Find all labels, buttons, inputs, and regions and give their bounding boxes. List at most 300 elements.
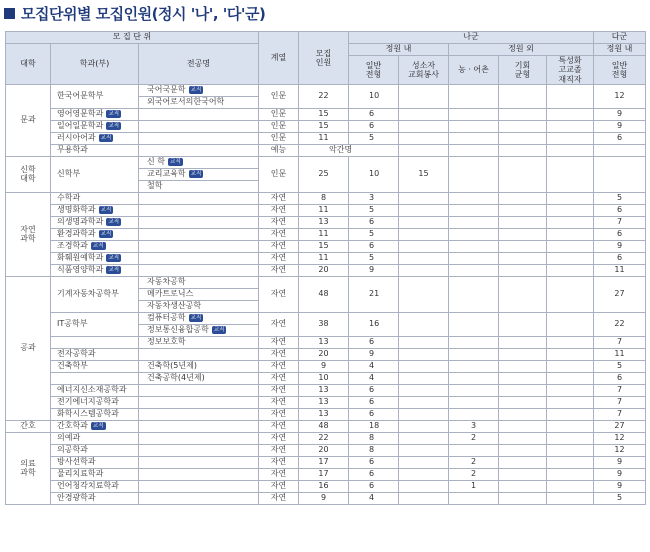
- quota-cell: 15: [299, 121, 349, 133]
- nongeo-cell: [449, 133, 499, 145]
- seongso-cell: [399, 277, 449, 313]
- teukseong-cell: [547, 445, 594, 457]
- nongeo-cell: [449, 145, 499, 157]
- table-row: [6, 349, 646, 361]
- major-cell: [139, 445, 259, 457]
- dept-cell: [51, 253, 139, 265]
- da-ilban-cell: 7: [594, 337, 646, 349]
- dept-name: 의공학과: [57, 445, 88, 455]
- track-cell: 인문: [259, 85, 299, 109]
- table-row: [6, 433, 646, 445]
- da-ilban-cell: 9: [594, 121, 646, 133]
- dept-cell: [51, 109, 139, 121]
- seongso-cell: [399, 445, 449, 457]
- dept-cell: [51, 433, 139, 445]
- teukseong-cell: [547, 457, 594, 469]
- table-body: [6, 85, 646, 505]
- da-ilban-cell: 27: [594, 277, 646, 313]
- quota-table: [5, 31, 646, 505]
- major-cell: [139, 181, 259, 193]
- table-row: [6, 481, 646, 493]
- seongso-cell: [399, 145, 449, 157]
- header-track: 계열: [259, 32, 299, 85]
- major-cell: [139, 361, 259, 373]
- teukseong-cell: [547, 253, 594, 265]
- dept-name: 건축학부: [57, 361, 88, 371]
- table-row: [6, 469, 646, 481]
- ilban-cell: 8: [349, 433, 399, 445]
- track-cell: 인문: [259, 121, 299, 133]
- college-cell: 문과: [6, 85, 51, 157]
- nongeo-cell: [449, 445, 499, 457]
- major-cell: [139, 169, 259, 181]
- major-cell: [139, 301, 259, 313]
- table-row: [6, 313, 646, 325]
- dept-name: 전기에너지공학과: [57, 397, 119, 407]
- quota-cell: 20: [299, 445, 349, 457]
- track-cell: 자연: [259, 229, 299, 241]
- major-cell: [139, 469, 259, 481]
- dept-name: 영어영문학과: [57, 109, 104, 119]
- dept-name: 언어청각치료학과: [57, 481, 119, 491]
- major-name: 국어국문학: [147, 85, 186, 95]
- ilban-cell: 6: [349, 121, 399, 133]
- da-ilban-cell: 9: [594, 469, 646, 481]
- seongso-cell: [399, 109, 449, 121]
- table-row: [6, 397, 646, 409]
- nongeo-cell: [449, 109, 499, 121]
- teaching-cert-badge: 교직: [100, 135, 112, 142]
- gihoe-cell: [499, 337, 547, 349]
- ilban-cell: 4: [349, 493, 399, 505]
- nongeo-cell: [449, 397, 499, 409]
- da-ilban-cell: 7: [594, 397, 646, 409]
- quota-cell: 17: [299, 469, 349, 481]
- ilban-cell: 10: [349, 85, 399, 109]
- nongeo-cell: 1: [449, 481, 499, 493]
- quota-cell: 13: [299, 385, 349, 397]
- major-name: 메카트로닉스: [147, 289, 194, 299]
- dept-name: 수학과: [57, 193, 81, 203]
- da-ilban-cell: 22: [594, 313, 646, 337]
- track-cell: 자연: [259, 373, 299, 385]
- table-row: [6, 193, 646, 205]
- table-row: [6, 493, 646, 505]
- teaching-cert-badge: 교직: [92, 243, 104, 250]
- nongeo-cell: [449, 253, 499, 265]
- table-row: [6, 229, 646, 241]
- college-cell: 신학 대학: [6, 157, 51, 193]
- major-cell: [139, 133, 259, 145]
- major-cell: [139, 277, 259, 289]
- major-name: 정보통신융합공학: [147, 325, 209, 335]
- square-bullet-icon: [4, 8, 15, 19]
- dept-name: 조경학과: [57, 241, 88, 251]
- seongso-cell: [399, 85, 449, 109]
- dept-name: 러시아어과: [57, 133, 96, 143]
- college-cell: 공과: [6, 277, 51, 421]
- major-cell: [139, 409, 259, 421]
- nongeo-cell: [449, 85, 499, 109]
- dept-cell: [51, 457, 139, 469]
- major-cell: [139, 157, 259, 169]
- track-cell: 자연: [259, 313, 299, 337]
- track-cell: 자연: [259, 469, 299, 481]
- track-cell: 자연: [259, 193, 299, 205]
- major-cell: [139, 421, 259, 433]
- dept-cell: [51, 121, 139, 133]
- table-row: [6, 337, 646, 349]
- header-jungwon-nae: 정원 내: [349, 44, 449, 56]
- gihoe-cell: [499, 313, 547, 337]
- dept-cell: [51, 277, 139, 313]
- ilban-cell: 3: [349, 193, 399, 205]
- teaching-cert-badge: 교직: [213, 327, 225, 334]
- teukseong-cell: [547, 469, 594, 481]
- table-row: [6, 373, 646, 385]
- dept-name: 물리치료학과: [57, 469, 104, 479]
- major-cell: [139, 337, 259, 349]
- gihoe-cell: [499, 361, 547, 373]
- da-ilban-cell: 12: [594, 85, 646, 109]
- track-cell: 자연: [259, 277, 299, 313]
- major-cell: [139, 109, 259, 121]
- teaching-cert-badge: 교직: [190, 87, 202, 94]
- track-cell: 자연: [259, 205, 299, 217]
- ilban-cell: 6: [349, 241, 399, 253]
- header-teukseong: 특성화 고교졸 재직자: [547, 56, 594, 85]
- ilban-cell: 5: [349, 229, 399, 241]
- college-cell: 의료 과학: [6, 433, 51, 505]
- teaching-cert-badge: 교직: [190, 315, 202, 322]
- da-ilban-cell: 12: [594, 445, 646, 457]
- college-cell: 자연 과학: [6, 193, 51, 277]
- table-row: [6, 121, 646, 133]
- ilban-cell: 10: [349, 157, 399, 193]
- dept-name: 한국어문학부: [57, 91, 104, 101]
- quota-cell: 38: [299, 313, 349, 337]
- table-row: [6, 409, 646, 421]
- header-college: 대학: [6, 44, 51, 85]
- table-header: [6, 32, 646, 85]
- dept-cell: [51, 229, 139, 241]
- seongso-cell: [399, 241, 449, 253]
- dept-name: 안경광학과: [57, 493, 96, 503]
- teukseong-cell: [547, 385, 594, 397]
- header-unit: 모 집 단 위: [6, 32, 259, 44]
- track-cell: 자연: [259, 361, 299, 373]
- quota-cell: 13: [299, 217, 349, 229]
- track-cell: 인문: [259, 109, 299, 121]
- major-name: 신 학: [147, 157, 165, 167]
- ilban-cell: 6: [349, 481, 399, 493]
- nongeo-cell: [449, 229, 499, 241]
- header-nongeo: 농 · 어촌: [449, 56, 499, 85]
- seongso-cell: [399, 313, 449, 337]
- ilban-cell: 6: [349, 397, 399, 409]
- ilban-cell: 6: [349, 457, 399, 469]
- gihoe-cell: [499, 109, 547, 121]
- da-ilban-cell: 9: [594, 457, 646, 469]
- da-ilban-cell: 6: [594, 373, 646, 385]
- gihoe-cell: [499, 397, 547, 409]
- quota-cell: 15: [299, 109, 349, 121]
- track-cell: 인문: [259, 133, 299, 145]
- da-ilban-cell: 9: [594, 109, 646, 121]
- gihoe-cell: [499, 241, 547, 253]
- nongeo-cell: [449, 385, 499, 397]
- dept-name: 의생명과학과: [57, 217, 104, 227]
- nongeo-cell: [449, 277, 499, 313]
- quota-cell: 13: [299, 397, 349, 409]
- nongeo-cell: [449, 241, 499, 253]
- ilban-cell: 6: [349, 385, 399, 397]
- gihoe-cell: [499, 493, 547, 505]
- gihoe-cell: [499, 265, 547, 277]
- da-ilban-cell: 9: [594, 481, 646, 493]
- track-cell: 자연: [259, 445, 299, 457]
- ilban-cell: 6: [349, 409, 399, 421]
- da-ilban-cell: 6: [594, 205, 646, 217]
- teukseong-cell: [547, 145, 594, 157]
- nongeo-cell: [449, 193, 499, 205]
- gihoe-cell: [499, 193, 547, 205]
- track-cell: 자연: [259, 457, 299, 469]
- header-da-gun: 다군: [594, 32, 646, 44]
- major-cell: [139, 205, 259, 217]
- track-cell: 자연: [259, 253, 299, 265]
- track-cell: 인문: [259, 157, 299, 193]
- major-cell: [139, 229, 259, 241]
- table-row: [6, 277, 646, 289]
- seongso-cell: [399, 493, 449, 505]
- dept-name: 방사선학과: [57, 457, 96, 467]
- dept-name: 기계자동차공학부: [57, 289, 119, 299]
- nongeo-cell: [449, 121, 499, 133]
- quota-cell: 15: [299, 241, 349, 253]
- da-ilban-cell: 5: [594, 193, 646, 205]
- quota-cell: 20: [299, 265, 349, 277]
- track-cell: 자연: [259, 421, 299, 433]
- teukseong-cell: [547, 133, 594, 145]
- dept-cell: [51, 313, 139, 337]
- table-row: [6, 241, 646, 253]
- dept-name: IT공학부: [57, 319, 88, 329]
- major-cell: [139, 85, 259, 97]
- teukseong-cell: [547, 397, 594, 409]
- quota-cell: 48: [299, 277, 349, 313]
- major-cell: [139, 349, 259, 361]
- major-name: 컴퓨터공학: [147, 313, 186, 323]
- teukseong-cell: [547, 493, 594, 505]
- header-jungwon-woe: 정원 외: [449, 44, 594, 56]
- dept-name: 전자공학과: [57, 349, 96, 359]
- track-cell: 자연: [259, 397, 299, 409]
- major-cell: [139, 217, 259, 229]
- table-row: [6, 205, 646, 217]
- teaching-cert-badge: 교직: [108, 111, 120, 118]
- teukseong-cell: [547, 265, 594, 277]
- track-cell: 자연: [259, 409, 299, 421]
- teukseong-cell: [547, 229, 594, 241]
- dept-cell: [51, 133, 139, 145]
- major-name: 정보보호학: [147, 337, 186, 347]
- track-cell: 예능: [259, 145, 299, 157]
- ilban-cell: 6: [349, 337, 399, 349]
- da-ilban-cell: 27: [594, 421, 646, 433]
- seongso-cell: [399, 349, 449, 361]
- teukseong-cell: [547, 241, 594, 253]
- da-ilban-cell: 6: [594, 133, 646, 145]
- nongeo-cell: [449, 409, 499, 421]
- teaching-cert-badge: 교직: [100, 207, 112, 214]
- major-cell: [139, 373, 259, 385]
- quota-cell: 11: [299, 253, 349, 265]
- major-cell: [139, 265, 259, 277]
- major-name: 외국어로서의한국어학: [147, 97, 225, 107]
- teukseong-cell: [547, 373, 594, 385]
- gihoe-cell: [499, 229, 547, 241]
- gihoe-cell: [499, 349, 547, 361]
- quota-cell: 20: [299, 349, 349, 361]
- teaching-cert-badge: 교직: [108, 255, 120, 262]
- table-row: [6, 85, 646, 97]
- seongso-cell: [399, 373, 449, 385]
- major-cell: [139, 253, 259, 265]
- dept-cell: [51, 445, 139, 457]
- gihoe-cell: [499, 85, 547, 109]
- teukseong-cell: [547, 421, 594, 433]
- nongeo-cell: [449, 361, 499, 373]
- dept-cell: [51, 145, 139, 157]
- teukseong-cell: [547, 109, 594, 121]
- gihoe-cell: [499, 157, 547, 193]
- da-ilban-cell: [594, 145, 646, 157]
- seongso-cell: [399, 421, 449, 433]
- header-da-jungwon-nae: 정원 내: [594, 44, 646, 56]
- dept-cell: [51, 469, 139, 481]
- note-cell: 악간명: [299, 145, 399, 157]
- dept-cell: [51, 349, 139, 361]
- gihoe-cell: [499, 217, 547, 229]
- dept-name: 환경과학과: [57, 229, 96, 239]
- ilban-cell: 18: [349, 421, 399, 433]
- college-cell: 간호: [6, 421, 51, 433]
- seongso-cell: [399, 385, 449, 397]
- da-ilban-cell: 6: [594, 253, 646, 265]
- major-cell: [139, 457, 259, 469]
- da-ilban-cell: 11: [594, 265, 646, 277]
- teukseong-cell: [547, 361, 594, 373]
- seongso-cell: [399, 265, 449, 277]
- da-ilban-cell: 12: [594, 433, 646, 445]
- header-na-gun: 나군: [349, 32, 594, 44]
- ilban-cell: 5: [349, 253, 399, 265]
- header-gihoe: 기회 균형: [499, 56, 547, 85]
- gihoe-cell: [499, 481, 547, 493]
- ilban-cell: 5: [349, 133, 399, 145]
- table-row: [6, 253, 646, 265]
- gihoe-cell: [499, 385, 547, 397]
- teukseong-cell: [547, 349, 594, 361]
- dept-cell: [51, 373, 139, 385]
- gihoe-cell: [499, 277, 547, 313]
- quota-cell: 11: [299, 205, 349, 217]
- page-title-text: 모집단위별 모집인원(정시 '나', '다'군): [21, 4, 266, 23]
- table-row: [6, 385, 646, 397]
- dept-cell: [51, 265, 139, 277]
- da-ilban-cell: 7: [594, 385, 646, 397]
- teaching-cert-badge: 교직: [100, 231, 112, 238]
- track-cell: 자연: [259, 385, 299, 397]
- teaching-cert-badge: 교직: [190, 171, 202, 178]
- dept-name: 일어일문학과: [57, 121, 104, 131]
- seongso-cell: [399, 133, 449, 145]
- track-cell: 자연: [259, 337, 299, 349]
- major-cell: [139, 97, 259, 109]
- dept-cell: [51, 421, 139, 433]
- gihoe-cell: [499, 445, 547, 457]
- header-major: 전공명: [139, 44, 259, 85]
- quota-cell: 8: [299, 193, 349, 205]
- table-row: [6, 361, 646, 373]
- ilban-cell: 6: [349, 469, 399, 481]
- ilban-cell: 8: [349, 445, 399, 457]
- dept-name: 화학시스템공학과: [57, 409, 119, 419]
- header-ilban: 일반 전형: [349, 56, 399, 85]
- teukseong-cell: [547, 481, 594, 493]
- gihoe-cell: [499, 457, 547, 469]
- da-ilban-cell: [594, 157, 646, 193]
- dept-name: 무용학과: [57, 145, 88, 155]
- nongeo-cell: [449, 337, 499, 349]
- major-name: 교리교육학: [147, 169, 186, 179]
- ilban-cell: 5: [349, 205, 399, 217]
- major-name: 자동차공학: [147, 277, 186, 287]
- nongeo-cell: 3: [449, 421, 499, 433]
- teukseong-cell: [547, 217, 594, 229]
- dept-name: 에너지신소재공학과: [57, 385, 127, 395]
- teukseong-cell: [547, 121, 594, 133]
- quota-cell: 16: [299, 481, 349, 493]
- da-ilban-cell: 6: [594, 229, 646, 241]
- teaching-cert-badge: 교직: [108, 219, 120, 226]
- quota-cell: 17: [299, 457, 349, 469]
- quota-cell: 22: [299, 433, 349, 445]
- da-ilban-cell: 5: [594, 493, 646, 505]
- dept-cell: [51, 217, 139, 229]
- teaching-cert-badge: 교직: [108, 123, 120, 130]
- dept-cell: [51, 85, 139, 109]
- gihoe-cell: [499, 421, 547, 433]
- quota-cell: 11: [299, 133, 349, 145]
- seongso-cell: [399, 361, 449, 373]
- header-quota: 모집 인원: [299, 32, 349, 85]
- ilban-cell: 16: [349, 313, 399, 337]
- track-cell: 자연: [259, 241, 299, 253]
- major-cell: [139, 397, 259, 409]
- table-row: [6, 157, 646, 169]
- dept-cell: [51, 385, 139, 397]
- dept-name: 식품영양학과: [57, 265, 104, 275]
- dept-cell: [51, 241, 139, 253]
- major-name: 철학: [147, 181, 163, 191]
- teukseong-cell: [547, 277, 594, 313]
- seongso-cell: [399, 337, 449, 349]
- dept-cell: [51, 337, 139, 349]
- nongeo-cell: [449, 265, 499, 277]
- table-row: [6, 217, 646, 229]
